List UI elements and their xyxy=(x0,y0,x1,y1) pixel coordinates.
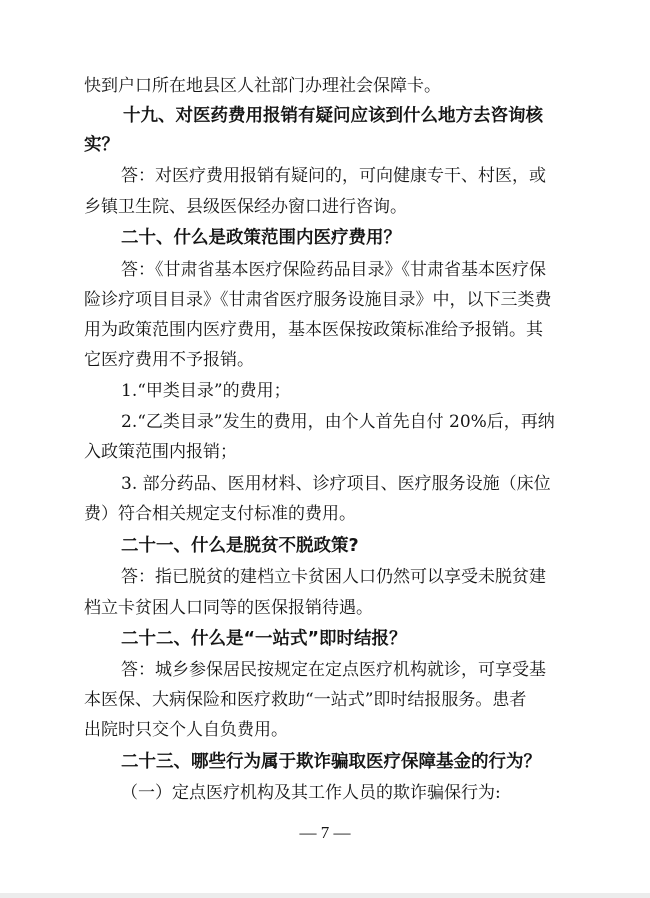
answer-19-line: 答：对医疗费用报销有疑问的，可向健康专干、村医，或 xyxy=(121,166,546,186)
page-bottom-edge xyxy=(0,893,650,898)
question-20-heading: 二十、什么是政策范围内医疗费用？ xyxy=(121,228,401,248)
answer-21-line: 答：指已脱贫的建档立卡贫困人口仍然可以享受未脱贫建 xyxy=(121,567,546,587)
list-item-2-cont: 入政策范围内报销； xyxy=(84,442,237,462)
answer-20-line: 答：《甘肃省基本医疗保险药品目录》《甘肃省基本医疗保 xyxy=(121,260,546,280)
answer-20-line: 险诊疗项目目录》《甘肃省医疗服务设施目录》中，以下三类费 xyxy=(84,290,552,310)
answer-22-line: 答：城乡参保居民按规定在定点医疗机构就诊，可享受基 xyxy=(121,660,546,680)
question-22-heading: 二十二、什么是“一站式”即时结报？ xyxy=(121,629,407,649)
paragraph-line: 快到户口所在地县区人社部门办理社会保障卡。 xyxy=(84,76,441,96)
section-1-line: （一）定点医疗机构及其工作人员的欺诈骗保行为: xyxy=(121,783,501,803)
answer-22-line: 出院时只交个人自负费用。 xyxy=(84,720,288,740)
list-item-1: 1.“甲类目录”的费用； xyxy=(121,381,291,401)
answer-22-line: 本医保、大病保险和医疗救助“一站式”即时结报服务。患者 xyxy=(84,690,527,710)
page-number: — 7 — xyxy=(299,823,351,842)
question-19-heading-cont: 实？ xyxy=(84,135,119,155)
question-21-heading: 二十一、什么是脱贫不脱政策? xyxy=(121,536,359,556)
list-item-2: 2.“乙类目录”发生的费用，由个人首先自付 20%后，再纳 xyxy=(121,412,555,432)
list-item-3-cont: 费）符合相关规定支付标准的费用。 xyxy=(84,504,356,524)
list-item-3: 3. 部分药品、医用材料、诊疗项目、医疗服务设施（床位 xyxy=(121,474,551,494)
answer-21-line: 档立卡贫困人口同等的医保报销待遇。 xyxy=(84,598,373,618)
question-19-heading: 十九、对医药费用报销有疑问应该到什么地方去咨询核 xyxy=(123,106,543,126)
question-23-heading: 二十三、哪些行为属于欺诈骗取医疗保障基金的行为？ xyxy=(121,752,541,772)
answer-20-line: 它医疗费用不予报销。 xyxy=(84,350,254,370)
answer-20-line: 用为政策范围内医疗费用，基本医保按政策标准给予报销。其 xyxy=(84,320,543,340)
answer-19-line: 乡镇卫生院、县级医保经办窗口进行咨询。 xyxy=(84,197,407,217)
